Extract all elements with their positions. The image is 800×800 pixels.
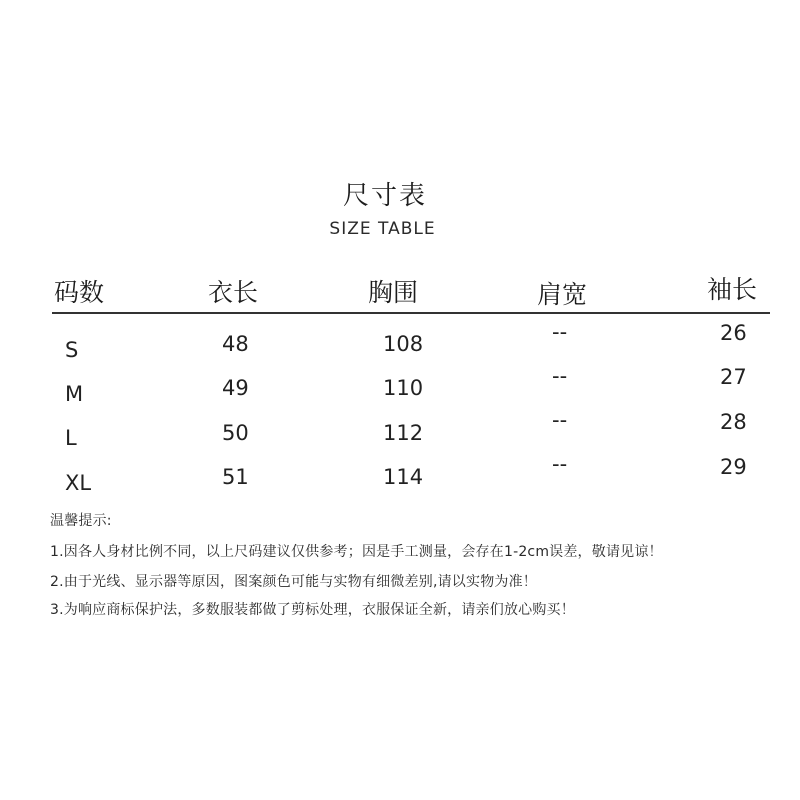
cell-size: XL (65, 471, 92, 495)
cell-length: 48 (222, 332, 249, 356)
cell-shoulder: -- (552, 452, 568, 476)
notes-heading: 温馨提示: (50, 513, 112, 529)
header-sleeve: 袖长 (707, 275, 758, 304)
cell-length: 50 (222, 421, 249, 445)
cell-chest: 114 (383, 465, 424, 489)
header-size: 码数 (54, 278, 105, 307)
cell-chest: 108 (383, 332, 424, 356)
cell-chest: 112 (383, 421, 424, 445)
cell-length: 49 (222, 376, 249, 400)
cell-sleeve: 28 (720, 410, 747, 434)
header-length: 衣长 (208, 278, 259, 307)
header-shoulder: 肩宽 (537, 280, 588, 309)
cell-sleeve: 26 (720, 321, 747, 345)
header-chest: 胸围 (368, 278, 419, 307)
title-chinese: 尺寸表 (342, 181, 427, 211)
cell-size: L (65, 426, 77, 450)
header-divider (52, 312, 770, 314)
cell-size: M (65, 382, 84, 406)
cell-length: 51 (222, 465, 249, 489)
title-english: SIZE TABLE (329, 219, 436, 239)
cell-sleeve: 27 (720, 365, 747, 389)
cell-shoulder: -- (552, 320, 568, 344)
note-item: 3.为响应商标保护法，多数服装都做了剪标处理，衣服保证全新，请亲们放心购买！ (50, 602, 575, 618)
cell-shoulder: -- (552, 364, 568, 388)
cell-size: S (65, 338, 79, 362)
cell-sleeve: 29 (720, 455, 747, 479)
note-item: 1.因各人身材比例不同，以上尺码建议仅供参考；因是手工测量，会存在1-2cm误差，敬请见谅！ (50, 544, 663, 560)
note-item: 2.由于光线、显示器等原因，图案颜色可能与实物有细微差别,请以实物为准！ (50, 574, 538, 590)
cell-chest: 110 (383, 376, 424, 400)
cell-shoulder: -- (552, 408, 568, 432)
